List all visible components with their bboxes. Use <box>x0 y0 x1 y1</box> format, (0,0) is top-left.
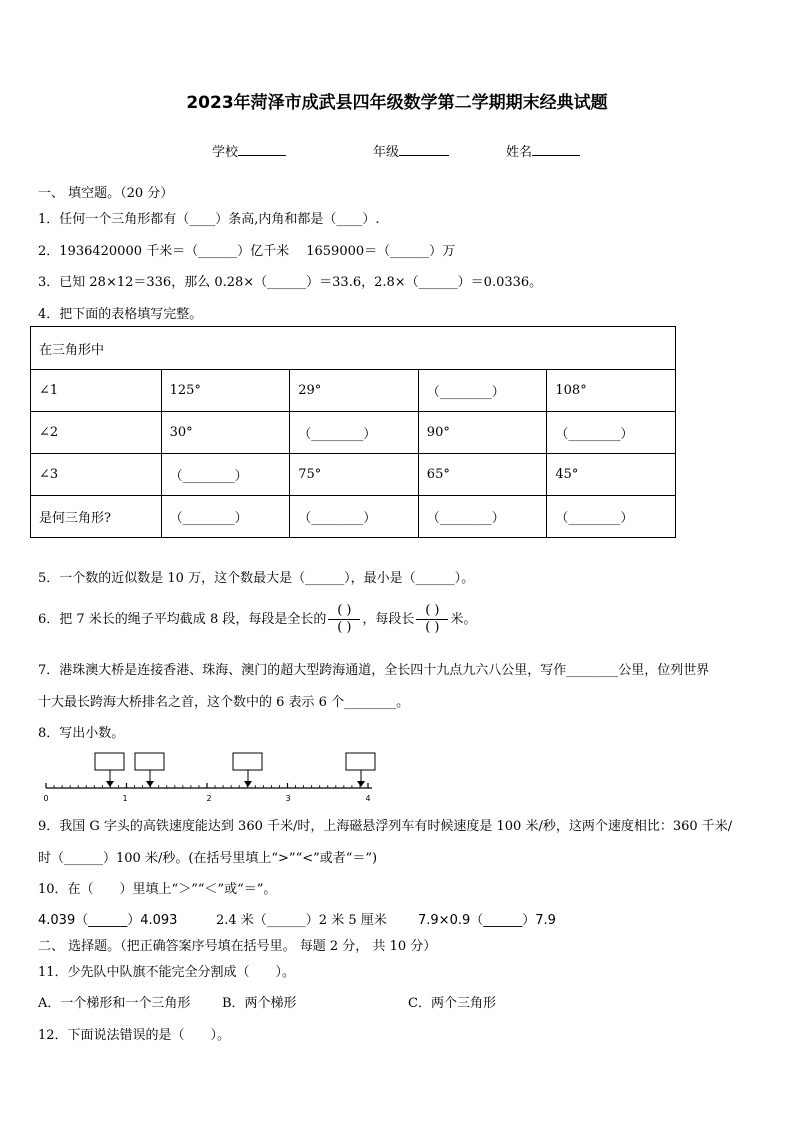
question-11-option-b: B．两个梯形 <box>222 996 297 1011</box>
fraction-numerator: ( ) <box>328 603 360 620</box>
row-label: 是何三角形? <box>31 496 162 538</box>
question-4: 4．把下面的表格填写完整。 <box>38 307 203 322</box>
question-3: 3．已知 28×12＝336，那么 0.28×（______）＝33.6，2.8×（______）＝0.0336。 <box>38 275 543 290</box>
tick-label-1: 1 <box>122 794 128 803</box>
table-row <box>31 370 676 412</box>
name-field <box>506 141 580 160</box>
tick-label-2: 2 <box>206 794 212 803</box>
arrow-head <box>244 781 252 787</box>
name-blank <box>532 143 580 156</box>
question-1: 1．任何一个三角形都有（____）条高,内角和都是（____）. <box>38 212 380 227</box>
school-blank <box>238 143 286 156</box>
question-10-item-b: 2.4 米（______）2 米 5 厘米 <box>216 913 387 928</box>
table-cell: 65° <box>418 454 547 496</box>
question-10-item-a: 4.039（______）4.093 <box>38 913 178 928</box>
tick-label-3: 3 <box>285 794 291 803</box>
row-label: ∠3 <box>31 454 162 496</box>
answer-boxes <box>95 753 375 787</box>
fraction-blank-1 <box>328 603 360 636</box>
table-row <box>31 496 676 538</box>
grade-label: 年级 <box>373 145 400 160</box>
tick-labels <box>43 794 370 803</box>
question-6-text-3: 米。 <box>450 612 477 627</box>
number-line <box>38 750 378 804</box>
answer-box <box>233 753 262 770</box>
fraction-blank-2 <box>416 603 448 636</box>
table-cell: 125° <box>161 370 290 412</box>
table-cell: （________） <box>161 496 290 538</box>
name-label: 姓名 <box>506 145 533 160</box>
question-5: 5．一个数的近似数是 10 万，这个数最大是（______），最小是（______）。 <box>38 571 475 586</box>
question-7-line-2: 十大最长跨海大桥排名之首，这个数中的 6 表示 6 个________。 <box>38 695 410 710</box>
table-row <box>31 454 676 496</box>
question-9-line-2: 时（______）100 米/秒。(在括号里填上“>”“<”或者“＝”) <box>38 851 378 866</box>
question-8: 8．写出小数。 <box>38 726 125 741</box>
table-header-cell: 在三角形中 <box>31 327 676 370</box>
table-row <box>31 412 676 454</box>
page-title: 2023年菏泽市成武县四年级数学第二学期期末经典试题 <box>186 93 608 113</box>
table-cell: （________） <box>418 370 547 412</box>
question-9-line-1: 9．我国 G 字头的高铁速度能达到 360 千米/时，上海磁悬浮列车有时候速度是 100 米/秒，这两个速度相比：360 千米/ <box>38 819 733 834</box>
school-field <box>212 141 286 160</box>
school-label: 学校 <box>212 145 239 160</box>
question-11: 11．少先队中队旗不能完全分割成（ ）。 <box>38 965 296 980</box>
question-6-text-1: 6．把 7 米长的绳子平均截成 8 段，每段是全长的 <box>38 612 327 627</box>
answer-box <box>346 753 375 770</box>
question-2: 2．1936420000 千米＝（______）亿千米 1659000＝（______）万 <box>38 244 456 259</box>
section-1-heading: 一、 填空题。（20 分） <box>38 186 174 201</box>
grade-field <box>373 141 449 160</box>
table-cell: 30° <box>161 412 290 454</box>
table-cell: （________） <box>547 496 676 538</box>
answer-box <box>95 753 124 770</box>
table-header-row <box>31 327 676 370</box>
table-cell: 45° <box>547 454 676 496</box>
table-cell: 29° <box>290 370 419 412</box>
fraction-numerator: ( ) <box>416 603 448 620</box>
table-cell: （________） <box>161 454 290 496</box>
question-12: 12．下面说法错误的是（ ）。 <box>38 1028 231 1043</box>
fraction-denominator: ( ) <box>337 620 352 635</box>
question-6 <box>38 598 476 642</box>
row-label: ∠1 <box>31 370 162 412</box>
table-cell: 108° <box>547 370 676 412</box>
arrow-head <box>146 781 154 787</box>
table-cell: （________） <box>290 412 419 454</box>
table-cell: 90° <box>418 412 547 454</box>
table-cell: （________） <box>418 496 547 538</box>
question-11-option-c: C．两个三角形 <box>408 996 496 1011</box>
table-cell: （________） <box>290 496 419 538</box>
fraction-denominator: ( ) <box>425 620 440 635</box>
tick-label-0: 0 <box>43 794 49 803</box>
question-10-item-c: 7.9×0.9（______）7.9 <box>418 913 556 928</box>
table-cell: （________） <box>547 412 676 454</box>
arrow-head <box>357 781 365 787</box>
tick-label-4: 4 <box>365 794 371 803</box>
question-10: 10．在（ ）里填上“＞”“＜”或“＝”。 <box>38 882 277 897</box>
table-cell: 75° <box>290 454 419 496</box>
grade-blank <box>399 143 449 156</box>
row-label: ∠2 <box>31 412 162 454</box>
question-7-line-1: 7．港珠澳大桥是连接香港、珠海、澳门的超大型跨海通道，全长四十九点九六八公里，写作________公里，位列世界 <box>38 663 710 678</box>
question-6-text-2: ，每段长 <box>362 612 415 627</box>
minor-ticks <box>46 783 368 788</box>
question-11-option-a: A．一个梯形和一个三角形 <box>38 996 191 1011</box>
triangle-table <box>30 326 676 538</box>
answer-box <box>135 753 164 770</box>
section-2-heading: 二、 选择题。（把正确答案序号填在括号里。 每题 2 分， 共 10 分） <box>38 939 437 954</box>
